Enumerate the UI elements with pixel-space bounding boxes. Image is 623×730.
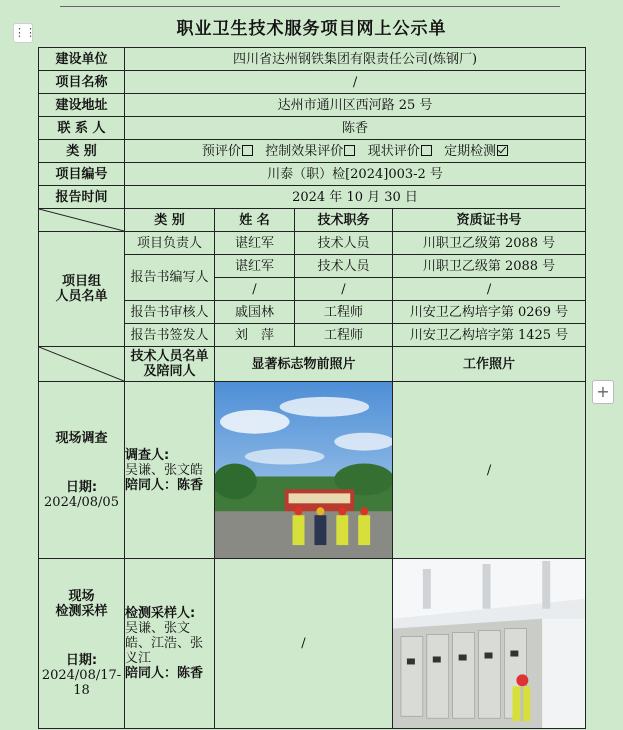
diagonal-line-icon bbox=[39, 347, 124, 381]
member-role: 报告书签发人 bbox=[125, 324, 215, 347]
team-header-row bbox=[39, 209, 586, 232]
stage-name-line2: 检测采样 bbox=[55, 604, 108, 620]
project-no-label: 项目编号 bbox=[39, 163, 125, 186]
row-category bbox=[39, 140, 586, 163]
stage-sampling-row bbox=[39, 559, 586, 729]
page-title: 职业卫生技术服务项目网上公示单 bbox=[176, 19, 447, 39]
team-corner-cell bbox=[39, 209, 125, 232]
header-strip bbox=[60, 0, 560, 7]
survey-landmark-photo bbox=[215, 382, 393, 559]
row-project-name bbox=[39, 71, 586, 94]
row-address bbox=[39, 94, 586, 117]
team-group-label: 项目组 人员名单 bbox=[39, 232, 125, 347]
stage-name-line1: 现场 bbox=[68, 589, 95, 605]
member-name: 谌红军 bbox=[215, 255, 295, 278]
stage-date: 2024/08/17-18 bbox=[41, 668, 122, 699]
diagonal-line-icon bbox=[39, 209, 124, 231]
stage-date-label: 日期: bbox=[65, 479, 98, 495]
team-header-title: 技术职务 bbox=[295, 209, 393, 232]
option-control-eval-label: 控制效果评价 bbox=[265, 143, 344, 159]
row-contact bbox=[39, 117, 586, 140]
option-periodic-label: 定期检测 bbox=[444, 143, 497, 159]
option-pre-eval-checkbox[interactable] bbox=[242, 145, 253, 156]
member-cert: / bbox=[393, 278, 586, 301]
member-name: 谌红军 bbox=[215, 232, 295, 255]
member-cert: 川职卫乙级第 2088 号 bbox=[393, 232, 586, 255]
staff-label: 调查人: bbox=[125, 447, 170, 463]
address-value: 达州市通川区西河路 25 号 bbox=[125, 94, 586, 117]
member-role: 报告书审核人 bbox=[125, 301, 215, 324]
project-no-value: 川泰（职）检[2024]003-2 号 bbox=[125, 163, 586, 186]
option-status-eval-label: 现状评价 bbox=[367, 143, 420, 159]
staff-label: 检测采样人: bbox=[125, 606, 196, 622]
member-title: / bbox=[295, 278, 393, 301]
landmark-photo-header: 显著标志物前照片 bbox=[215, 347, 393, 382]
option-pre-eval-label: 预评价 bbox=[201, 143, 241, 159]
stage-survey-cell bbox=[39, 382, 125, 559]
photo-header-row bbox=[39, 347, 586, 382]
project-name-value: / bbox=[125, 71, 586, 94]
staff-header: 技术人员名单及陪同人 bbox=[125, 347, 215, 382]
row-report-time bbox=[39, 186, 586, 209]
member-name: / bbox=[215, 278, 295, 301]
address-label: 建设地址 bbox=[39, 94, 125, 117]
row-client bbox=[39, 48, 586, 71]
member-title: 技术人员 bbox=[295, 255, 393, 278]
drag-handle-icon[interactable]: ⋮⋮ bbox=[13, 23, 33, 43]
member-title: 工程师 bbox=[295, 324, 393, 347]
row-project-no bbox=[39, 163, 586, 186]
contact-label: 联 系 人 bbox=[39, 117, 125, 140]
photo-corner-cell bbox=[39, 347, 125, 382]
team-row bbox=[39, 232, 586, 255]
member-title: 工程师 bbox=[295, 301, 393, 324]
category-options bbox=[125, 140, 586, 163]
client-value: 四川省达州钢铁集团有限责任公司(炼钢厂) bbox=[125, 48, 586, 71]
stage-date: 2024/08/05 bbox=[44, 494, 119, 510]
add-block-button[interactable]: + bbox=[592, 380, 614, 404]
category-label: 类 别 bbox=[39, 140, 125, 163]
work-photo-image bbox=[393, 559, 585, 728]
sampling-staff-cell bbox=[125, 559, 215, 729]
member-role: 报告书编写人 bbox=[125, 255, 215, 301]
landmark-photo-image bbox=[215, 382, 392, 558]
sampling-landmark-photo: / bbox=[215, 559, 393, 729]
staff-names: 吴谦、张文皓 bbox=[125, 462, 204, 478]
option-periodic-checkbox[interactable] bbox=[497, 145, 508, 156]
team-header-name: 姓 名 bbox=[215, 209, 295, 232]
stage-survey-row bbox=[39, 382, 586, 559]
stage-name: 现场调查 bbox=[55, 430, 108, 446]
report-time-label: 报告时间 bbox=[39, 186, 125, 209]
stage-sampling-cell bbox=[39, 559, 125, 729]
team-header-category: 类 别 bbox=[125, 209, 215, 232]
stage-date-label: 日期: bbox=[65, 653, 98, 669]
member-role: 项目负责人 bbox=[125, 232, 215, 255]
work-photo-header: 工作照片 bbox=[393, 347, 586, 382]
member-cert: 川安卫乙构培字第 1425 号 bbox=[393, 324, 586, 347]
survey-work-photo: / bbox=[393, 382, 586, 559]
sampling-work-photo bbox=[393, 559, 586, 729]
member-title: 技术人员 bbox=[295, 232, 393, 255]
member-name: 戚国林 bbox=[215, 301, 295, 324]
client-label: 建设单位 bbox=[39, 48, 125, 71]
escort-text: 陪同人：陈香 bbox=[125, 666, 204, 682]
project-name-label: 项目名称 bbox=[39, 71, 125, 94]
survey-staff-cell bbox=[125, 382, 215, 559]
escort-text: 陪同人：陈香 bbox=[125, 477, 204, 493]
member-cert: 川安卫乙构培字第 0269 号 bbox=[393, 301, 586, 324]
member-cert: 川职卫乙级第 2088 号 bbox=[393, 255, 586, 278]
staff-names: 吴谦、张文皓、江浩、张义江 bbox=[125, 621, 204, 667]
team-header-cert: 资质证书号 bbox=[393, 209, 586, 232]
option-status-eval-checkbox[interactable] bbox=[421, 145, 432, 156]
report-time-value[interactable]: 2024 年 10 月 30 日 bbox=[125, 186, 586, 209]
contact-value: 陈香 bbox=[125, 117, 586, 140]
member-name: 刘 萍 bbox=[215, 324, 295, 347]
notice-table bbox=[38, 47, 586, 729]
option-control-eval-checkbox[interactable] bbox=[344, 145, 355, 156]
